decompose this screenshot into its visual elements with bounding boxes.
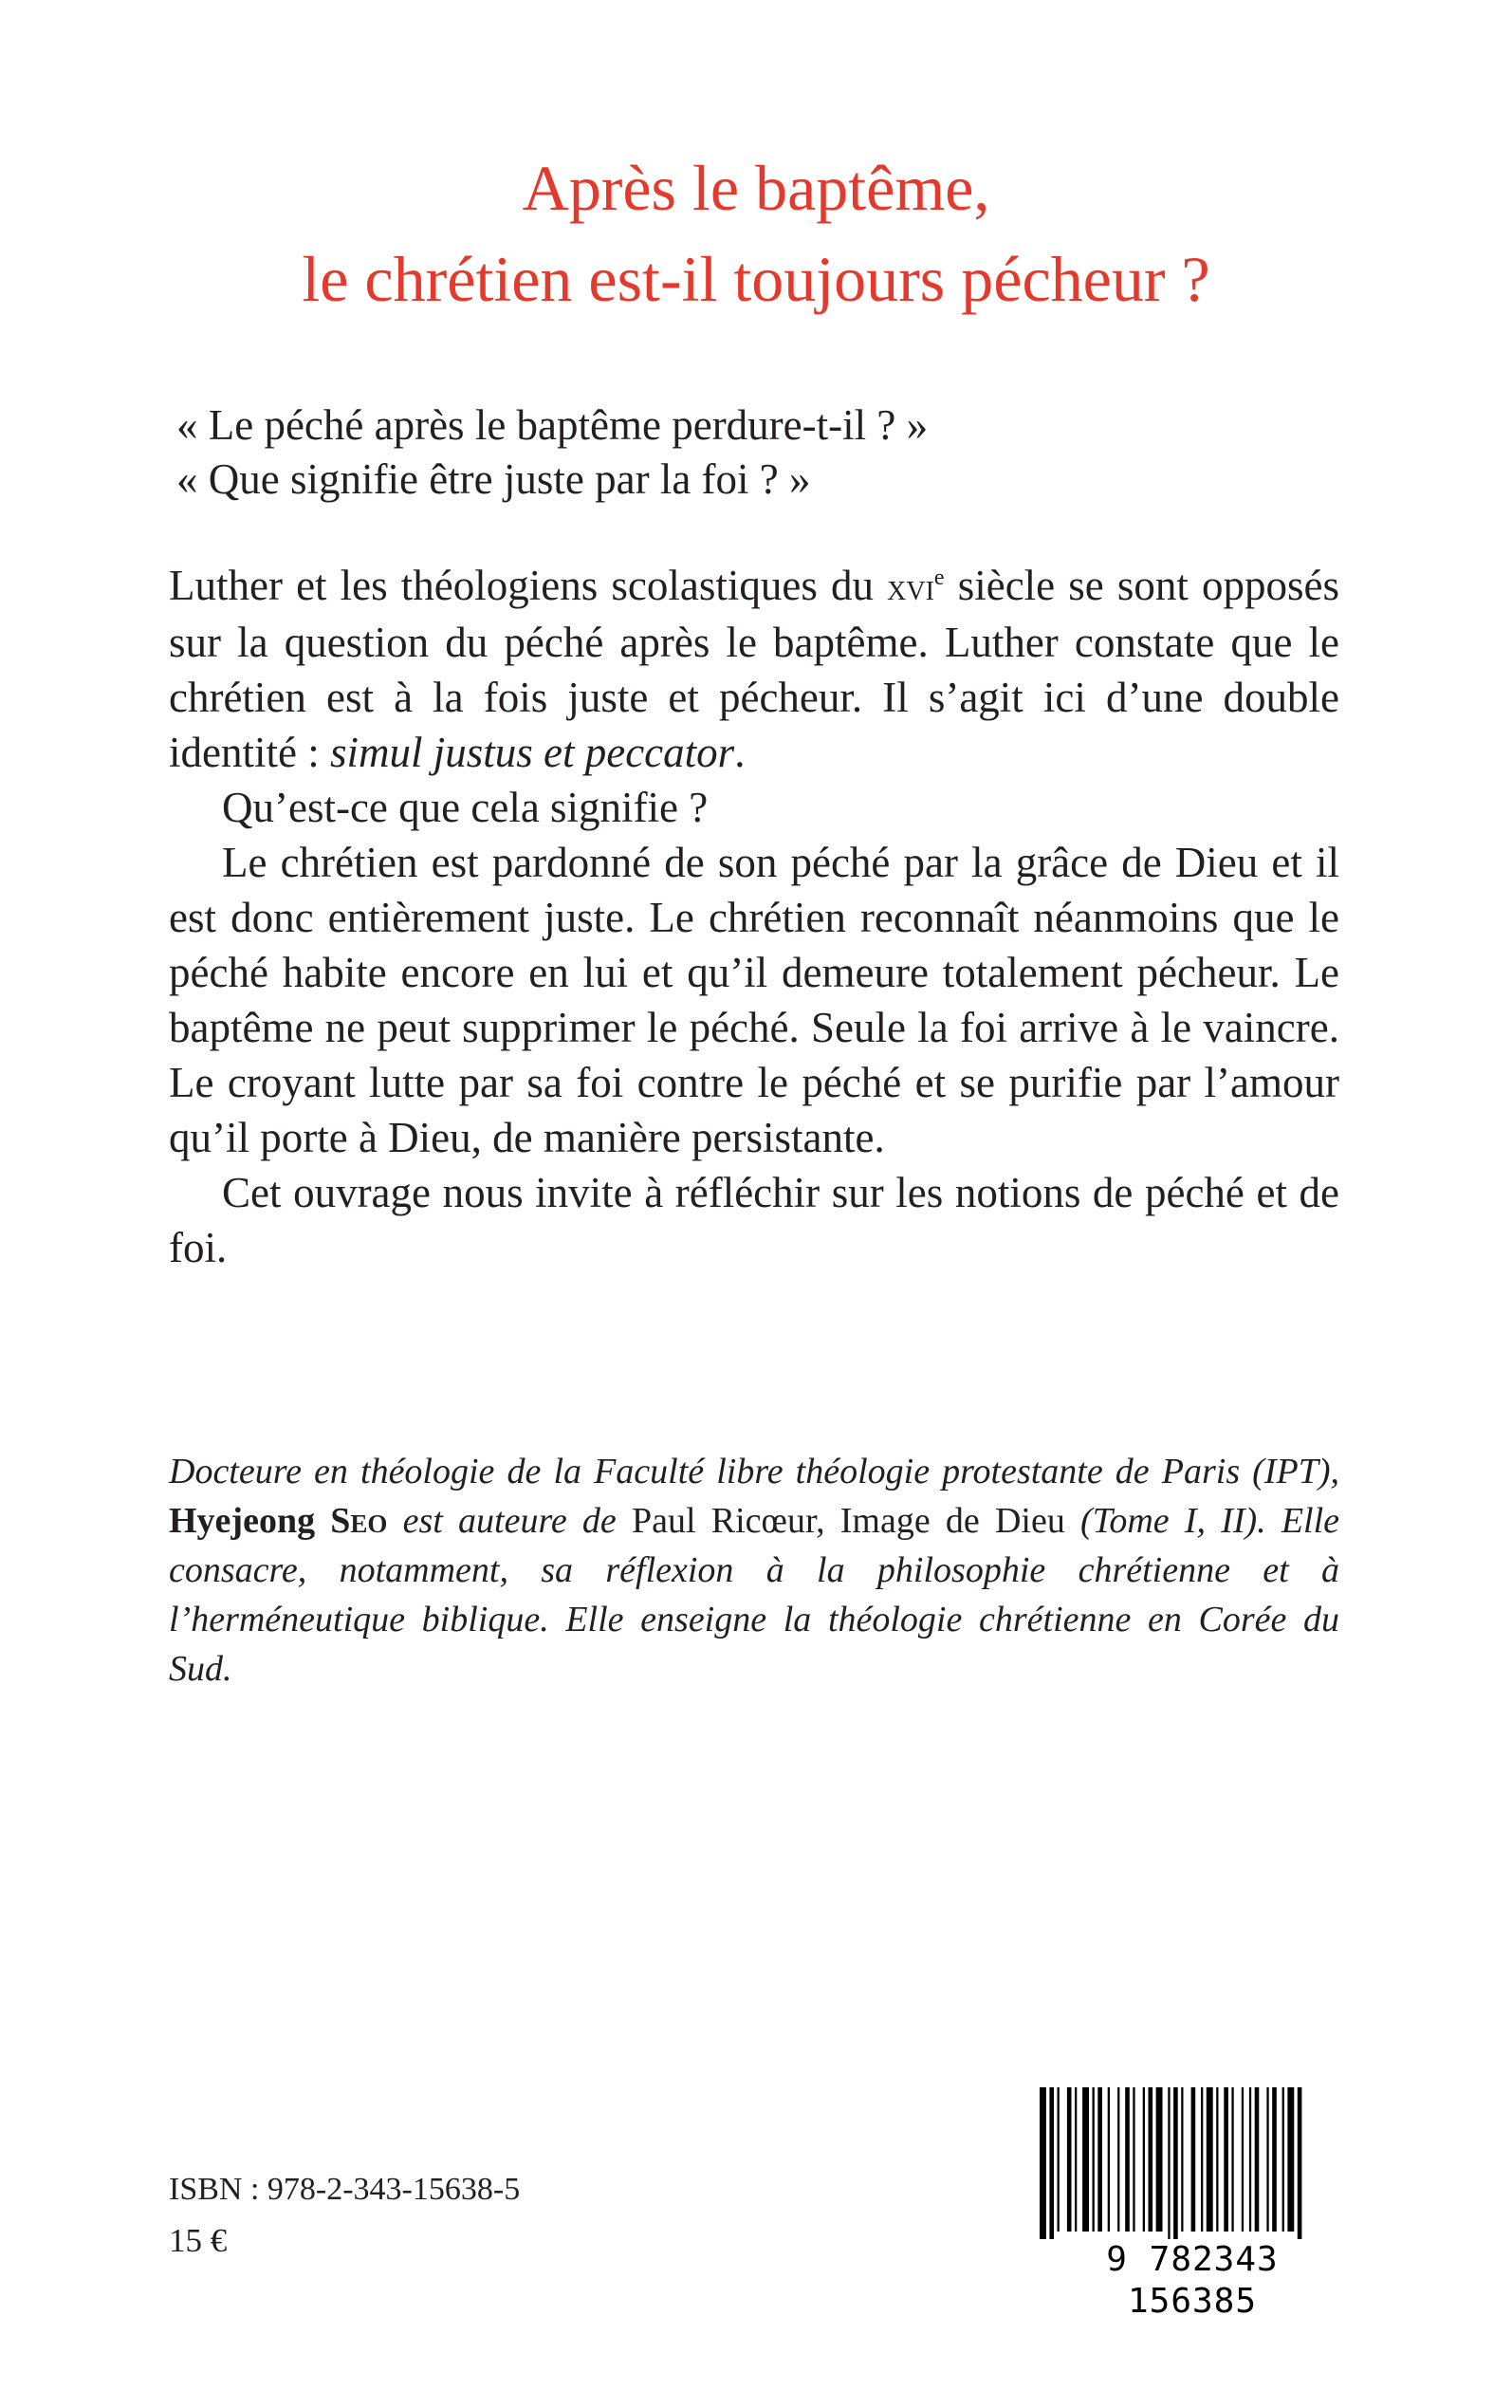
bio-part-2: est auteure de xyxy=(402,1501,617,1541)
summary-paragraph-2: Qu’est-ce que cela signifie ? xyxy=(222,784,709,831)
barcode xyxy=(1034,2087,1351,2321)
key-questions xyxy=(176,398,1343,507)
barcode-bars xyxy=(1034,2087,1351,2239)
author-bio xyxy=(169,1447,1339,1694)
book-reference: Paul Ricœur, Image de Dieu xyxy=(631,1501,1065,1541)
p1-main: siècle se sont opposés sur la question du péché après le baptême. Luther constate que le chrétien est à la fois juste et pécheur. Il s’agit ici d’une double identité : xyxy=(169,562,1340,776)
title-line-1: Après le baptême, xyxy=(522,152,990,224)
century-superscript: e xyxy=(933,565,945,590)
isbn: ISBN : 978-2-343-15638-5 xyxy=(169,2172,521,2207)
price: 15 € xyxy=(169,2222,228,2259)
author-given-name: Hyejeong xyxy=(169,1501,316,1541)
barcode-digits: 9 782343 156385 xyxy=(1106,2240,1279,2321)
summary-text xyxy=(169,558,1339,1275)
p1-period: . xyxy=(734,729,746,776)
p1-intro: Luther et les théologiens scolastiques du xyxy=(169,562,874,609)
century-numeral: xvi xyxy=(887,565,934,608)
bio-part-3: (Tome I, II). Elle consacre, notamment, sa réflexion à la philosophie chrétienne et à l’herméneutique biblique. Elle enseigne la théologie chrétienne en Corée du Sud. xyxy=(169,1501,1340,1689)
book-title xyxy=(0,142,1512,324)
question-1: « Le péché après le baptême perdure-t-il ? » xyxy=(176,401,929,449)
latin-phrase: simul justus et peccator xyxy=(329,729,735,776)
summary-paragraph-4: Cet ouvrage nous invite à réfléchir sur les notions de péché et de foi. xyxy=(169,1169,1339,1271)
question-2: « Que signifie être juste par la foi ? » xyxy=(176,455,811,503)
summary-paragraph-1 xyxy=(169,558,1339,780)
summary-paragraph-3: Le chrétien est pardonné de son péché par la grâce de Dieu et il est donc entièrement juste. Le chrétien reconnaît néanmoins que le péché habite encore en lui et qu’il demeure totalement pécheur. Le baptême ne peut supprimer le péché. Seule la foi arrive à le vaincre. Le croyant lutte par sa foi contre le péché et se purifie par l’amour qu’il porte à Dieu, de manière persistante. xyxy=(169,839,1339,1161)
bio-part-1: Docteure en théologie de la Faculté libre théologie protestante de Paris (IPT), xyxy=(169,1452,1339,1491)
title-line-2: le chrétien est-il toujours pécheur ? xyxy=(302,243,1210,315)
author-family-name: Seo xyxy=(330,1501,388,1541)
